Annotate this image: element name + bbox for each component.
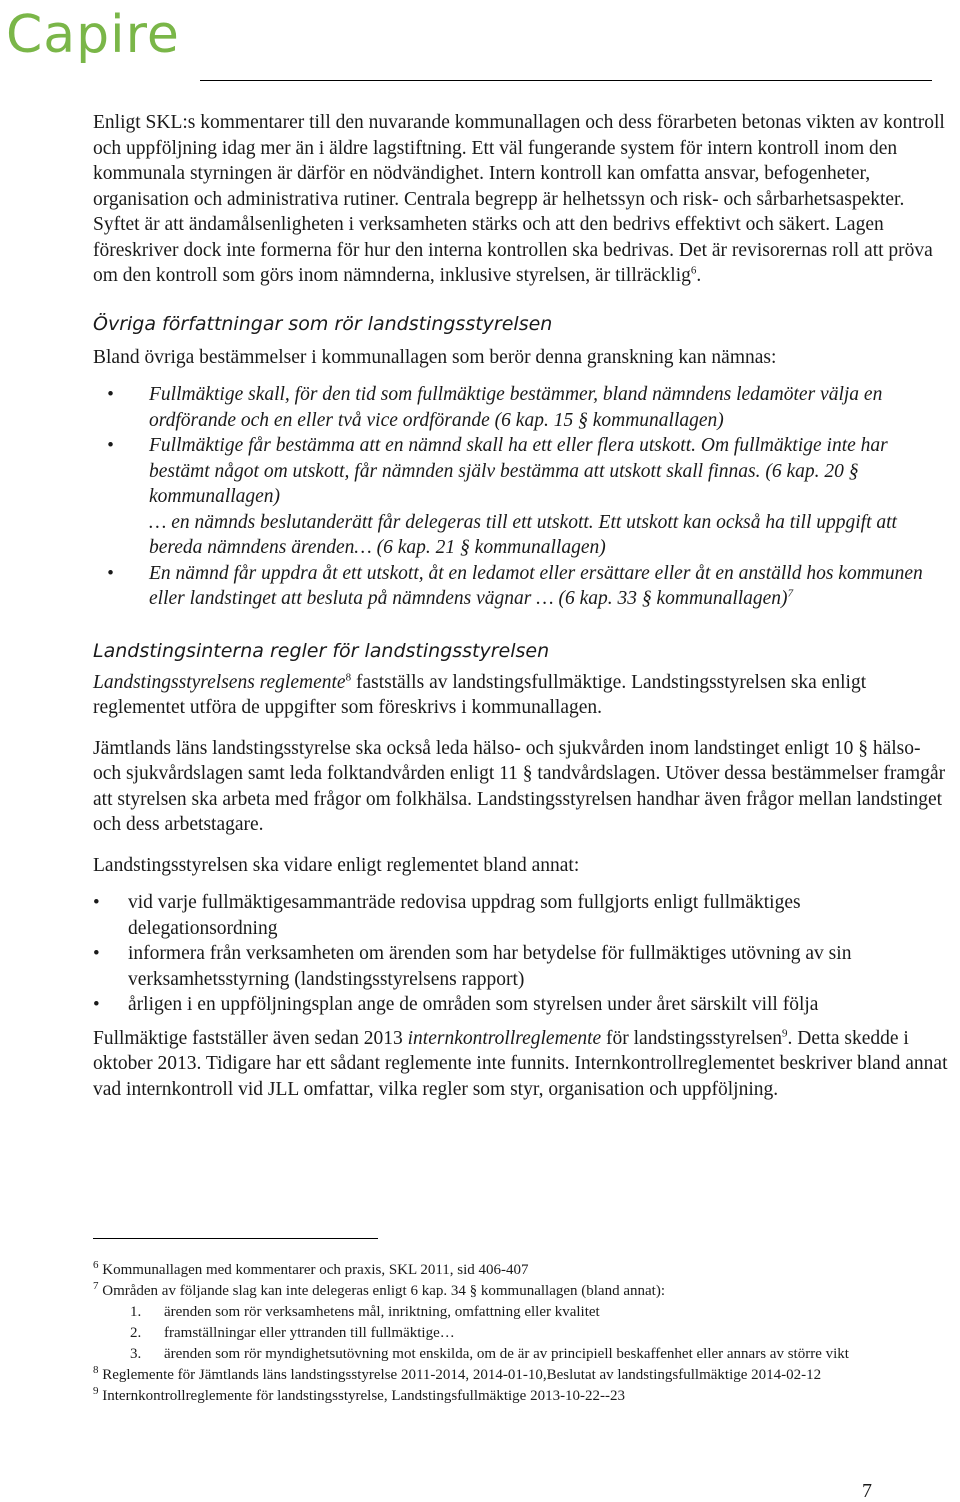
document-body [93,110,951,1108]
bullet-icon: • [107,435,114,456]
paragraph-jamtlands-lan: Jämtlands läns landstingsstyrelse ska också leda hälso- och sjukvården inom landstinget enligt 10 § hälso- och sjukvårdslagen samt leda folktandvården enligt 11 § tandvårdslagen. Utöver dessa bestämmelser framgår att styrelsen ska arbeta med frågor om folkhälsa. Landstingsstyrelsen handhar även frågor mellan landstinget och dess arbetstagare. [93,737,946,835]
footnote-ref-9[interactable]: 9 [782,1027,788,1039]
footnote-8: $^8$ Reglemente för Jämtlands läns landstingsstyrelse 2011-2014, 2014-01-10,Beslutat av landstingsfullmäktige 2014-02-12 [93,1364,822,1383]
heading-ovriga-forfattningar: Övriga författningar som rör landstingsstyrelsen [93,312,553,335]
capire-logo: Capire [6,5,180,65]
paragraph-vidare-enligt: Landstingsstyrelsen ska vidare enligt reglementet bland annat: [93,854,580,876]
bullet-icon: • [93,892,100,913]
paragraph-ovriga-bestammelser: Bland övriga bestämmelser i kommunallagen som berör denna granskning kan nämnas: [93,346,777,368]
bullet-icon: • [93,943,100,964]
heading-landstingsinterna-regler: Landstingsinterna regler för landstingsstyrelsen [93,639,550,662]
footnote-7-item-1: 1. ärenden som rör verksamhetens mål, inriktning, omfattning eller kvalitet [130,1304,600,1320]
bullet-icon: • [107,384,114,405]
footnote-separator [93,1238,378,1239]
list-item: • En nämnd får uppdra åt ett utskott, åt en ledamot eller ersättare eller åt en anställd hos kommunen eller landstinget att besluta på nämndens vägnar … (6 kap. 33 § kommunallagen)$^7$ [107,562,923,609]
bullet-list-reglementet [93,890,951,1018]
list-item: • Fullmäktige får bestämma att en nämnd skall ha ett eller flera utskott. Om fullmäktige inte har bestämt något om utskott, får nämnden själv bestämma att utskott skall finnas. (6 kap. 20 § kommunallagen) [107,435,888,507]
footnote-7: $^7$ Områden av följande slag kan inte delegeras enligt 6 kap. 34 § kommunallagen (bland annat): [93,1280,665,1299]
paragraph-internkontrollreglemente: Fullmäktige fastställer även sedan 2013 internkontrollreglemente för landstingsstyrelsen$^9$. Detta skedde i oktober 2013. Tidigare har ett sådant reglemente inte funnits. Internkontrollreglementet beskriver bland annat vad internkontroll vid JLL omfattar, vilka regler som styr, organisation och uppföljning. [93,1027,948,1100]
list-item: • informera från verksamheten om ärenden som har betydelse för fullmäktiges utövning av sin verksamhetsstyrning (landstingsstyrelsens rapport) [93,943,852,990]
footnotes [93,1260,953,1407]
footnote-ref-7[interactable]: 7 [787,587,794,600]
paragraph-intern-kontroll: Enligt SKL:s kommentarer till den nuvarande kommunallagen och dess förarbeten betonas vikten av kontroll och uppföljning idag mer än i äldre lagstiftning. Ett väl fungerande system för intern kontroll inom den kommunala styrningen är därför en nödvändighet. Intern kontroll kan omfatta ansvar, befogenheter, organisation och administrativa rutiner. Centrala begrepp är helhetssyn och risk- och sårbarhetsaspekter. Syftet är att ändamålsenligheten i verksamheten stärks och att den bedrivs effektivt och säkert. Lagen föreskriver dock inte formerna för hur den interna kontrollen ska bedrivas. Det är revisorernas roll att pröva om den kontroll som görs inom nämnderna, inklusive styrelsen, är tillräcklig$^6$. [93,112,945,286]
page-number: 7 [862,1480,872,1502]
footnote-7-item-3: 3. ärenden som rör myndighetsutövning mot enskilda, om de är av principiell beskaffenhet eller annars av större vikt [130,1346,849,1362]
list-item: • vid varje fullmäktigesammanträde redovisa uppdrag som fullgjorts enligt fullmäktiges delegationsordning [93,892,801,939]
paragraph-reglemente: Landstingsstyrelsens reglemente$^8$ fastställs av landstingsfullmäktige. Landstingsstyrelsen ska enligt reglementet utföra de uppgifter som föreskrivs i kommunallagen. [93,671,867,718]
footnote-9: $^9$ Internkontrollreglemente för landstingsstyrelse, Landstingsfullmäktige 2013-10-22--23 [93,1385,626,1404]
list-item: … en nämnds beslutanderätt får delegeras till ett utskott. Ett utskott kan också ha till uppgift att bereda nämndens ärenden… (6 kap. 21 § kommunallagen) [149,511,897,558]
footnote-ref-8[interactable]: 8 [345,671,352,683]
bullet-icon: • [107,562,114,584]
header-rule [200,80,932,81]
footnote-7-item-2: 2. framställningar eller yttranden till fullmäktige… [130,1325,455,1341]
bullet-list-kommunallagen [93,382,951,612]
footnote-ref-6[interactable]: 6 [690,264,697,277]
footnote-6: $^6$ Kommunallagen med kommentarer och praxis, SKL 2011, sid 406-407 [93,1259,529,1278]
list-item: • Fullmäktige skall, för den tid som fullmäktige bestämmer, bland nämndens ledamöter välja en ordförande och en eller två vice ordförande (6 kap. 15 § kommunallagen) [107,384,883,431]
list-item: • årligen i en uppföljningsplan ange de områden som styrelsen under året särskilt vill följa [93,992,951,1018]
bullet-icon: • [93,994,100,1015]
